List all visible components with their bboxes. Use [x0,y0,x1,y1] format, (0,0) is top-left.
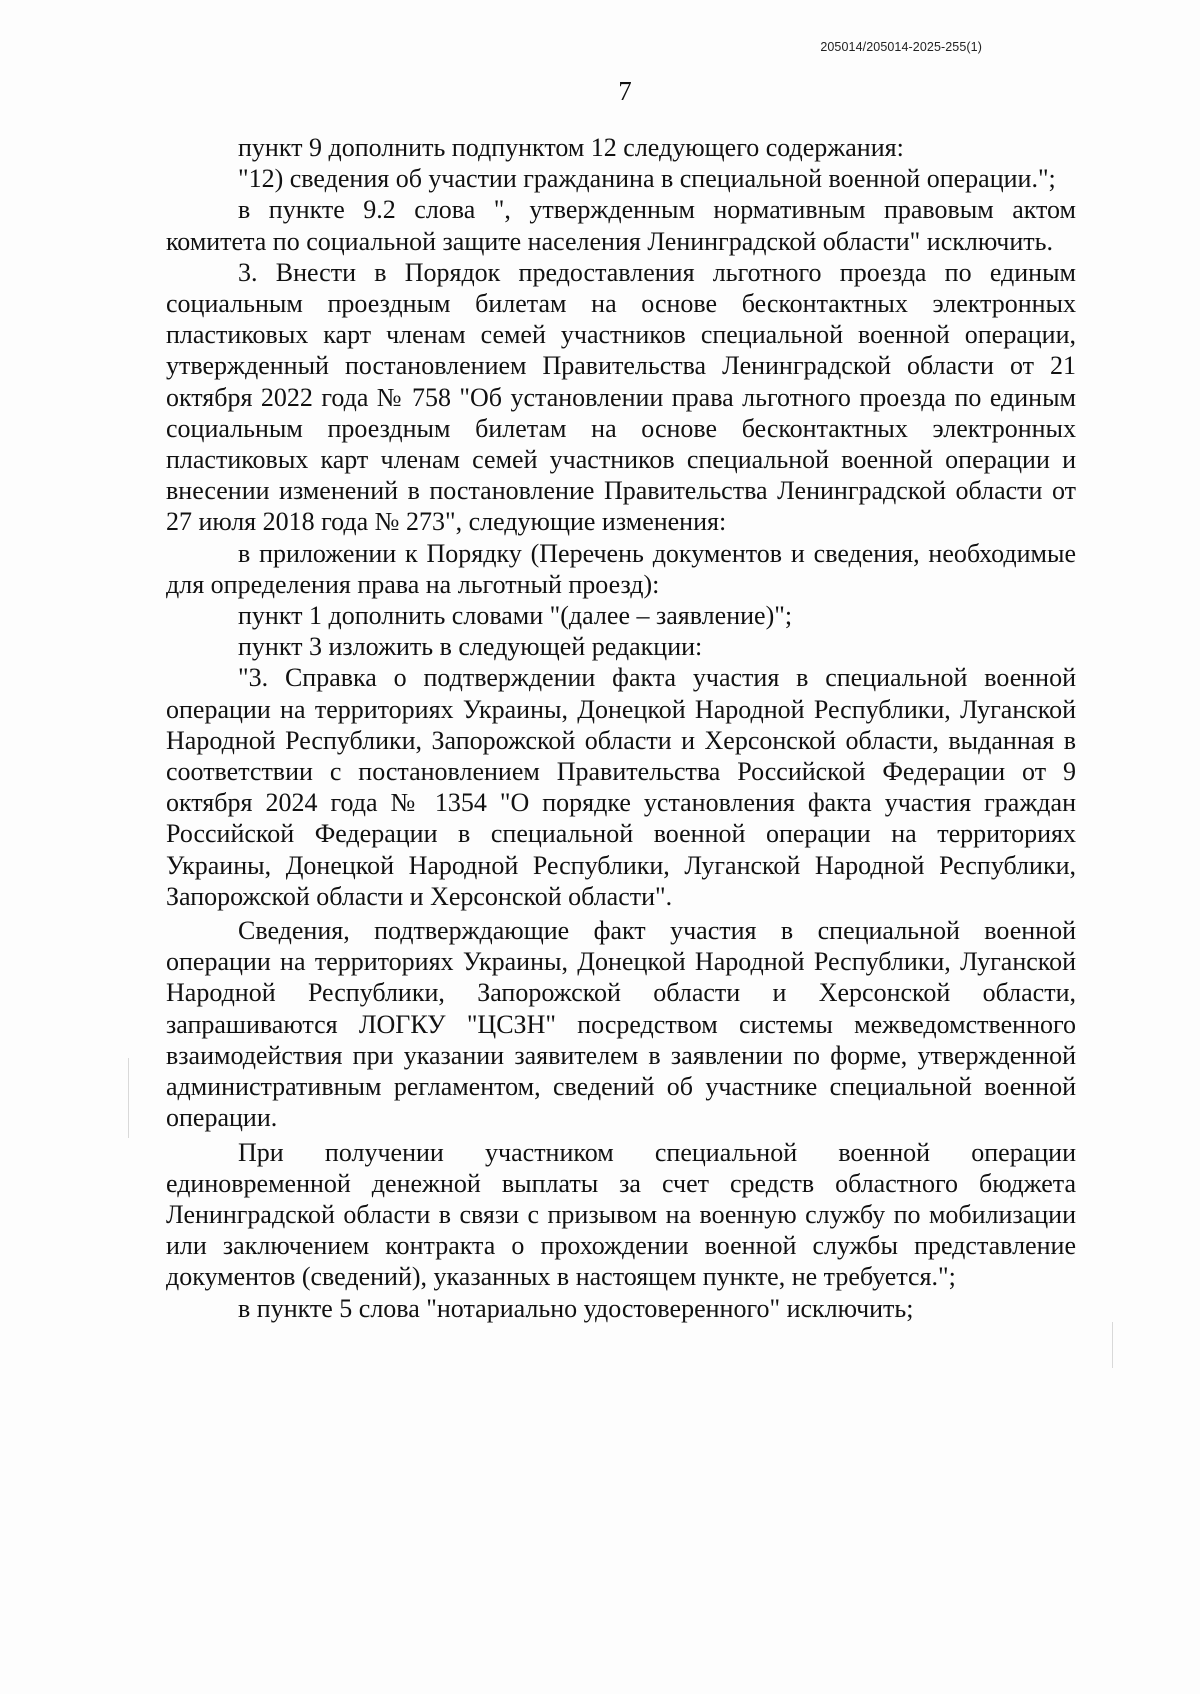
paragraph: "12) сведения об участии гражданина в специальной военной операции."; [238,164,1056,194]
scan-edge-mark [128,1058,129,1138]
paragraph: "3. Справка о подтверждении факта участия в специальной военной операции на территориях Украины, Донецкой Народной Республики, Луганской Народной Республики, Запорожской области и Херсонской области, выданная в соответствии с постановлением Правительства Российской Федерации от 9 октября 2024 года № 1354 "О порядке установления факта участия граждан Российской Федерации в специальной военной операции на территориях Украины, Донецкой Народной Республики, Луганской Народной Республики, Запорожской области и Херсонской области". [166,663,1076,911]
document-id: 205014/205014-2025-255(1) [820,40,982,54]
paragraph: пункт 1 дополнить словами "(далее – заявление)"; [238,601,793,631]
paragraph: При получении участником специальной военной операции единовременной денежной выплаты за счет средств областного бюджета Ленинградской области в связи с призывом на военную службу по мобилизации или заключением контракта о прохождении военной службы представление документов (сведений), указанных в настоящем пункте, не требуется."; [166,1137,1076,1292]
paragraph: пункт 3 изложить в следующей редакции: [238,632,703,662]
paragraph: в пункте 5 слова "нотариально удостоверенного" исключить; [238,1293,914,1323]
page-number: 7 [618,76,632,106]
paragraph: Сведения, подтверждающие факт участия в специальной военной операции на территориях Украины, Донецкой Народной Республики, Луганской Народной Республики, Запорожской области и Херсонской области, запрашиваются ЛОГКУ "ЦСЗН" посредством системы межведомственного взаимодействия при указании заявителем в заявлении по форме, утвержденной административным регламентом, сведений об участнике специальной военной операции. [166,916,1076,1133]
paragraph: в приложении к Порядку (Перечень документов и сведения, необходимые для определения права на льготный проезд): [166,538,1076,599]
paragraph: 3. Внести в Порядок предоставления льготного проезда по единым социальным проездным билетам на основе бесконтактных электронных пластиковых карт членам семей участников специальной военной операции, утвержденный постановлением Правительства Ленинградской области от 21 октября 2022 года № 758 "Об установлении права льготного проезда по единым социальным проездным билетам на основе бесконтактных электронных пластиковых карт членам семей участников специальной военной операции и внесении изменений в постановление Правительства Ленинградской области от 27 июля 2018 года № 273", следующие изменения: [166,257,1076,537]
paragraph: в пункте 9.2 слова ", утвержденным нормативным правовым актом комитета по социальной защите населения Ленинградской области" исключить. [166,195,1076,256]
paragraph: пункт 9 дополнить подпунктом 12 следующего содержания: [238,133,904,162]
scan-edge-mark [1112,1322,1113,1368]
document-body [166,132,1076,1324]
